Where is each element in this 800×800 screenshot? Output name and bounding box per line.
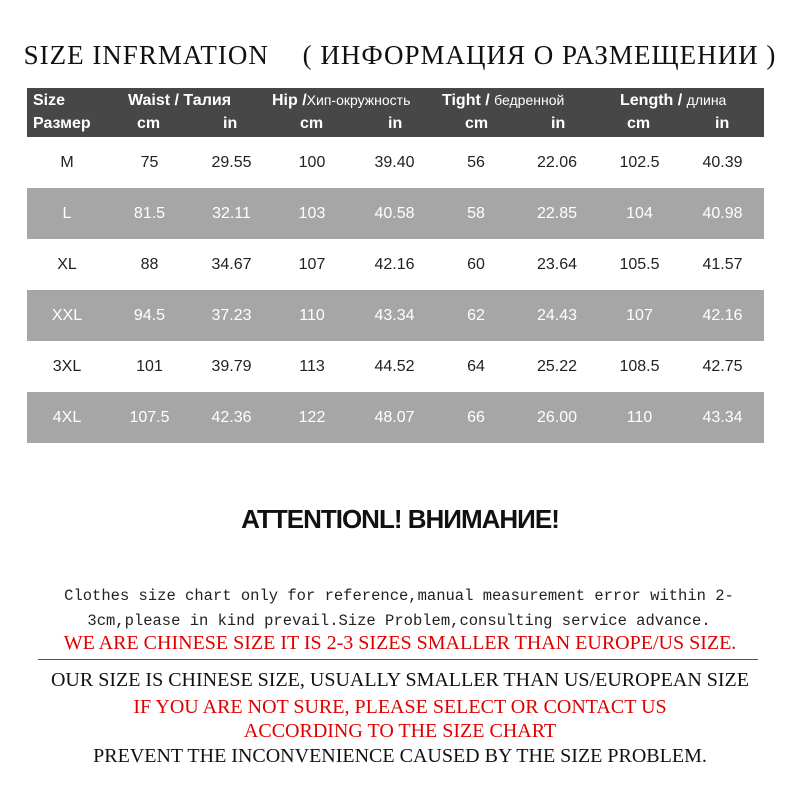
cell-length-cm: 105.5 [619,255,660,273]
cell-tight-cm: 60 [467,255,485,273]
table-row [27,188,764,239]
cell-tight-cm: 56 [467,153,485,171]
cell-tight-cm: 58 [467,204,485,222]
cell-hip-cm: 103 [298,204,326,222]
title-russian: ( ИНФОРМАЦИЯ О РАЗМЕЩЕНИИ ) [302,40,777,70]
cell-waist-cm: 101 [136,357,163,375]
cell-length-cm: 102.5 [619,153,660,171]
table-row [27,392,764,443]
page-title [0,40,800,71]
cell-tight-in: 24.43 [536,306,578,324]
cell-length-in: 40.39 [702,153,743,171]
cell-tight-cm: 62 [467,306,485,324]
disclaimer-line-2: 3cm,please in kind prevail.Size Problem,consulting service advance. [87,612,711,630]
cell-size: 3XL [52,357,82,375]
header-waist-cm: cm [137,115,161,132]
cell-size: 4XL [52,408,82,426]
header-waist-in: in [223,115,238,132]
header-tight [442,92,564,110]
cell-hip-in: 40.58 [374,204,415,222]
cell-hip-cm: 100 [298,153,326,171]
cell-hip-in: 48.07 [374,408,415,426]
cell-waist-in: 32.11 [212,204,251,222]
header-hip-in: in [388,115,403,132]
table-row [27,290,764,341]
cell-waist-in: 29.55 [211,153,252,171]
cell-length-cm: 110 [626,408,653,426]
cell-tight-in: 25.22 [536,357,578,375]
cell-waist-cm: 88 [140,255,159,273]
cell-waist-in: 39.79 [211,357,252,375]
header-waist-ru: Талия [183,92,232,109]
cell-tight-cm: 66 [467,408,485,426]
header-hip-cm: cm [300,115,324,132]
header-tight-en: Tight / [442,92,490,109]
cell-size: L [62,204,72,222]
header-waist-en: Waist / [128,92,179,109]
attention-heading: ATTENTIONL! ВНИМАНИЕ! [241,504,559,534]
cell-waist-cm: 81.5 [133,204,166,222]
cell-waist-cm: 75 [140,153,159,171]
cell-length-in: 41.57 [702,255,743,273]
cell-hip-cm: 110 [299,306,325,324]
cell-hip-cm: 107 [298,255,326,273]
cell-waist-in: 34.67 [211,255,252,273]
cell-size: M [60,153,74,171]
cell-hip-in: 42.16 [374,255,415,273]
header-length-in: in [715,115,730,132]
cell-length-in: 43.34 [702,408,743,426]
cell-hip-in: 39.40 [374,153,415,171]
table-row [27,341,764,392]
size-table [27,88,764,443]
cell-size: XL [57,255,77,273]
cell-hip-in: 44.52 [374,357,415,375]
header-tight-ru: бедренной [494,92,565,108]
header-hip-ru: Хип-окружность [306,92,411,108]
table-header [27,88,764,137]
cell-tight-cm: 64 [467,357,485,375]
cell-waist-in: 37.23 [211,306,252,324]
cell-tight-in: 22.06 [536,153,578,171]
header-tight-cm: cm [465,115,489,132]
cell-hip-cm: 122 [298,408,326,426]
header-waist [128,92,231,110]
header-length-en: Length / [620,92,683,109]
cell-tight-in: 23.64 [536,255,578,273]
cell-length-in: 40.98 [702,204,743,222]
table-row [27,137,764,188]
cell-length-cm: 107 [626,306,653,324]
divider [38,659,758,660]
cell-waist-cm: 107.5 [129,408,170,426]
footer-line-3: ACCORDING TO THE SIZE CHART [243,720,557,742]
cell-hip-in: 43.34 [374,306,415,324]
header-hip-en: Hip / [272,92,307,109]
cell-length-cm: 108.5 [619,357,660,375]
cell-waist-in: 42.36 [211,408,252,426]
header-tight-in: in [551,115,566,132]
table-row [27,239,764,290]
disclaimer-line-1: Clothes size chart only for reference,manual measurement error within 2- [64,587,734,605]
footer-line-1: OUR SIZE IS CHINESE SIZE, USUALLY SMALLER THAN US/EUROPEAN SIZE [50,669,749,691]
cell-length-cm: 104 [626,204,653,222]
chinese-size-warning: WE ARE CHINESE SIZE IT IS 2-3 SIZES SMALLER THAN EUROPE/US SIZE. [63,632,737,654]
header-length-ru: длина [686,92,727,108]
cell-length-in: 42.16 [702,306,743,324]
header-hip [272,92,410,110]
cell-waist-cm: 94.5 [133,306,166,324]
header-size-ru: Размер [33,115,91,132]
cell-length-in: 42.75 [702,357,743,375]
footer-line-2: IF YOU ARE NOT SURE, PLEASE SELECT OR CONTACT US [133,696,667,718]
cell-tight-in: 22.85 [536,204,578,222]
title-english: SIZE INFRMATION [23,40,269,70]
header-length-cm: cm [627,115,651,132]
header-size: Size [33,92,66,109]
footer-line-4: PREVENT THE INCONVENIENCE CAUSED BY THE SIZE PROBLEM. [93,745,707,767]
cell-hip-cm: 113 [299,357,325,375]
cell-size: XXL [51,306,83,324]
cell-tight-in: 26.00 [536,408,578,426]
disclaimer-text [34,584,764,634]
header-length [620,92,726,110]
